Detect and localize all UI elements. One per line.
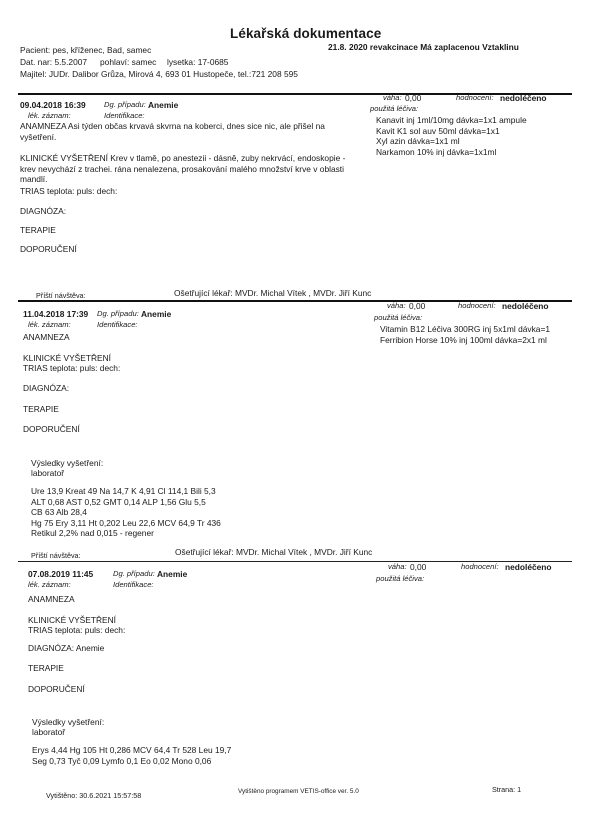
medication-item: Xyl azin dávka=1x1 ml [376,136,460,146]
vysledky-label: Výsledky vyšetření: [32,717,105,727]
trias-line: TRIAS teplota: puls: dech: [23,363,121,373]
doporuceni-line: DOPORUČENÍ [23,424,80,434]
medication-item: Ferribion Horse 10% inj 100ml dávka=2x1 ml [380,334,547,345]
laborator-label: laboratoř [31,468,65,478]
doporuceni-line: DOPORUČENÍ [20,244,77,254]
vaha-label: váha: [388,562,407,571]
vaha-value: 0,00 [410,562,427,572]
pristi-navsteva-label: Příští návštěva: [36,291,86,300]
hodnoceni-value: nedoléčeno [502,301,549,311]
klinicke-vysetreni-text: KLINICKÉ VYŠETŘENÍ Krev v tlamě, po anestezii - dásně, zuby nekrvácí, endoskopie - krev nevychází z trachei. rána nenalezena, prosakování malého množství krve v oblasti mandlí. [20,153,346,184]
trias-line: TRIAS teplota: puls: dech: [28,625,126,635]
lab-result-line: ALT 0,68 AST 0,52 GMT 0,14 ALP 1,56 Glu 5,5 [31,496,206,507]
anamneza-text: ANAMNEZA Asi týden občas krvavá skvrna na koberci, dnes sice nic, ale přišel na vyšetření. [20,121,325,142]
identifikace-label: Identifikace: [97,320,138,329]
laborator-label: laboratoř [32,727,66,737]
lab-results [32,745,231,766]
hodnoceni-value: nedoléčeno [500,93,547,103]
diagnoza-line: DIAGNÓZA: Anemie [28,643,105,653]
dg-value: Anemie [148,100,179,110]
patient-line: Pacient: pes, kříženec, Bad, samec [20,45,152,55]
vaha-label: váha: [387,301,406,310]
medication-list [376,115,527,157]
vysledky-label: Výsledky vyšetření: [31,458,104,468]
birth-date: Dat. nar: 5.5.2007 [20,57,88,67]
lab-result-line: Retikul 2,2% nad 0,015 - regener [31,528,154,538]
lab-result-line: Erys 4,44 Hg 105 Ht 0,286 MCV 64,4 Tr 528 Leu 19,7 [32,745,232,755]
dg-label: Dg. případu: [104,100,146,109]
diagnoza-line: DIAGNÓZA: [20,206,67,216]
dg-value: Anemie [141,309,172,319]
terapie-line: TERAPIE [20,225,56,235]
leciva-label: použitá léčiva: [370,104,419,113]
dg-label: Dg. případu: [113,569,155,578]
dg-value: Anemie [157,569,188,579]
hodnoceni-label: hodnocení: [458,301,496,310]
doporuceni-line: DOPORUČENÍ [28,684,85,694]
lab-result-line: CB 63 Alb 28,4 [31,507,87,517]
record-datetime: 09.04.2018 16:39 [20,100,86,110]
anamneza-text: ANAMNEZA [23,332,70,342]
osetrujici-lekar: Ošetřující lékař: MVDr. Michal Vítek , MVDr. Jiří Kunc [175,547,373,557]
medication-item: Narkamon 10% inj dávka=1x1ml [376,146,497,157]
vaha-value: 0,00 [409,301,426,311]
lek-zaznam-label: lék. záznam: [28,580,71,589]
hodnoceni-value: nedoléčeno [505,562,552,572]
klinicke-vysetreni-text: KLINICKÉ VYŠETŘENÍ [23,353,111,363]
record-datetime: 11.04.2018 17:39 [23,309,89,319]
medication-item: Vitamin B12 Léčiva 300RG inj 5x1ml dávka=1 [380,324,550,334]
hodnoceni-label: hodnocení: [461,562,499,571]
lek-zaznam-label: lék. záznam: [28,111,71,120]
program-note: Vytištěno programem VETIS-office ver. 5.0 [238,788,359,795]
terapie-line: TERAPIE [23,404,59,414]
diagnoza-line: DIAGNÓZA: [23,383,70,393]
printed-timestamp: Vytištěno: 30.6.2021 15:57:58 [46,791,142,800]
medication-list [380,324,550,345]
lab-result-line: Hg 75 Ery 3,11 Ht 0,202 Leu 22,6 MCV 64,9 Tr 436 [31,517,221,528]
pristi-navsteva-label: Příští návštěva: [31,551,81,560]
klinicke-vysetreni-text: KLINICKÉ VYŠETŘENÍ [28,615,116,625]
page-number: Strana: 1 [492,785,522,794]
record-datetime: 07.08.2019 11:45 [28,569,94,579]
vaha-value: 0,00 [405,93,422,103]
osetrujici-lekar: Ošetřující lékař: MVDr. Michal Vítek , MVDr. Jiří Kunc [174,288,372,298]
document-title: Lékařská dokumentace [230,26,382,41]
terapie-line: TERAPIE [28,663,64,673]
lab-result-line: Seg 0,73 Tyč 0,09 Lymfo 0,1 Eo 0,02 Mono 0,06 [32,755,212,766]
identifikace-label: Identifikace: [113,580,154,589]
sex: pohlaví: samec [100,57,157,67]
lab-result-line: Ure 13,9 Kreat 49 Na 14,7 K 4,91 Cl 114,1 Bili 5,3 [31,486,216,496]
date-header: 21.8. 2020 revakcinace Má zaplacenou Vztaklinu [328,42,519,52]
anamneza-text: ANAMNEZA [28,594,75,604]
dg-label: Dg. případu: [97,309,139,318]
trias-line: TRIAS teplota: puls: dech: [20,186,118,196]
medication-item: Kavit K1 sol auv 50ml dávka=1x1 [376,125,500,136]
leciva-label: použitá léčiva: [376,574,425,583]
vaha-label: váha: [383,93,402,102]
ear-tag: lysetka: 17-0685 [167,57,229,67]
owner-line: Majitel: JUDr. Dalibor Grůza, Mirová 4, 693 01 Hustopeče, tel.:721 208 595 [20,69,298,79]
lek-zaznam-label: lék. záznam: [28,320,71,329]
leciva-label: použitá léčiva: [374,313,423,322]
medication-item: Kanavit inj 1ml/10mg dávka=1x1 ampule [376,115,527,125]
lab-results [31,486,221,539]
hodnoceni-label: hodnocení: [456,93,494,102]
identifikace-label: Identifikace: [104,111,145,120]
